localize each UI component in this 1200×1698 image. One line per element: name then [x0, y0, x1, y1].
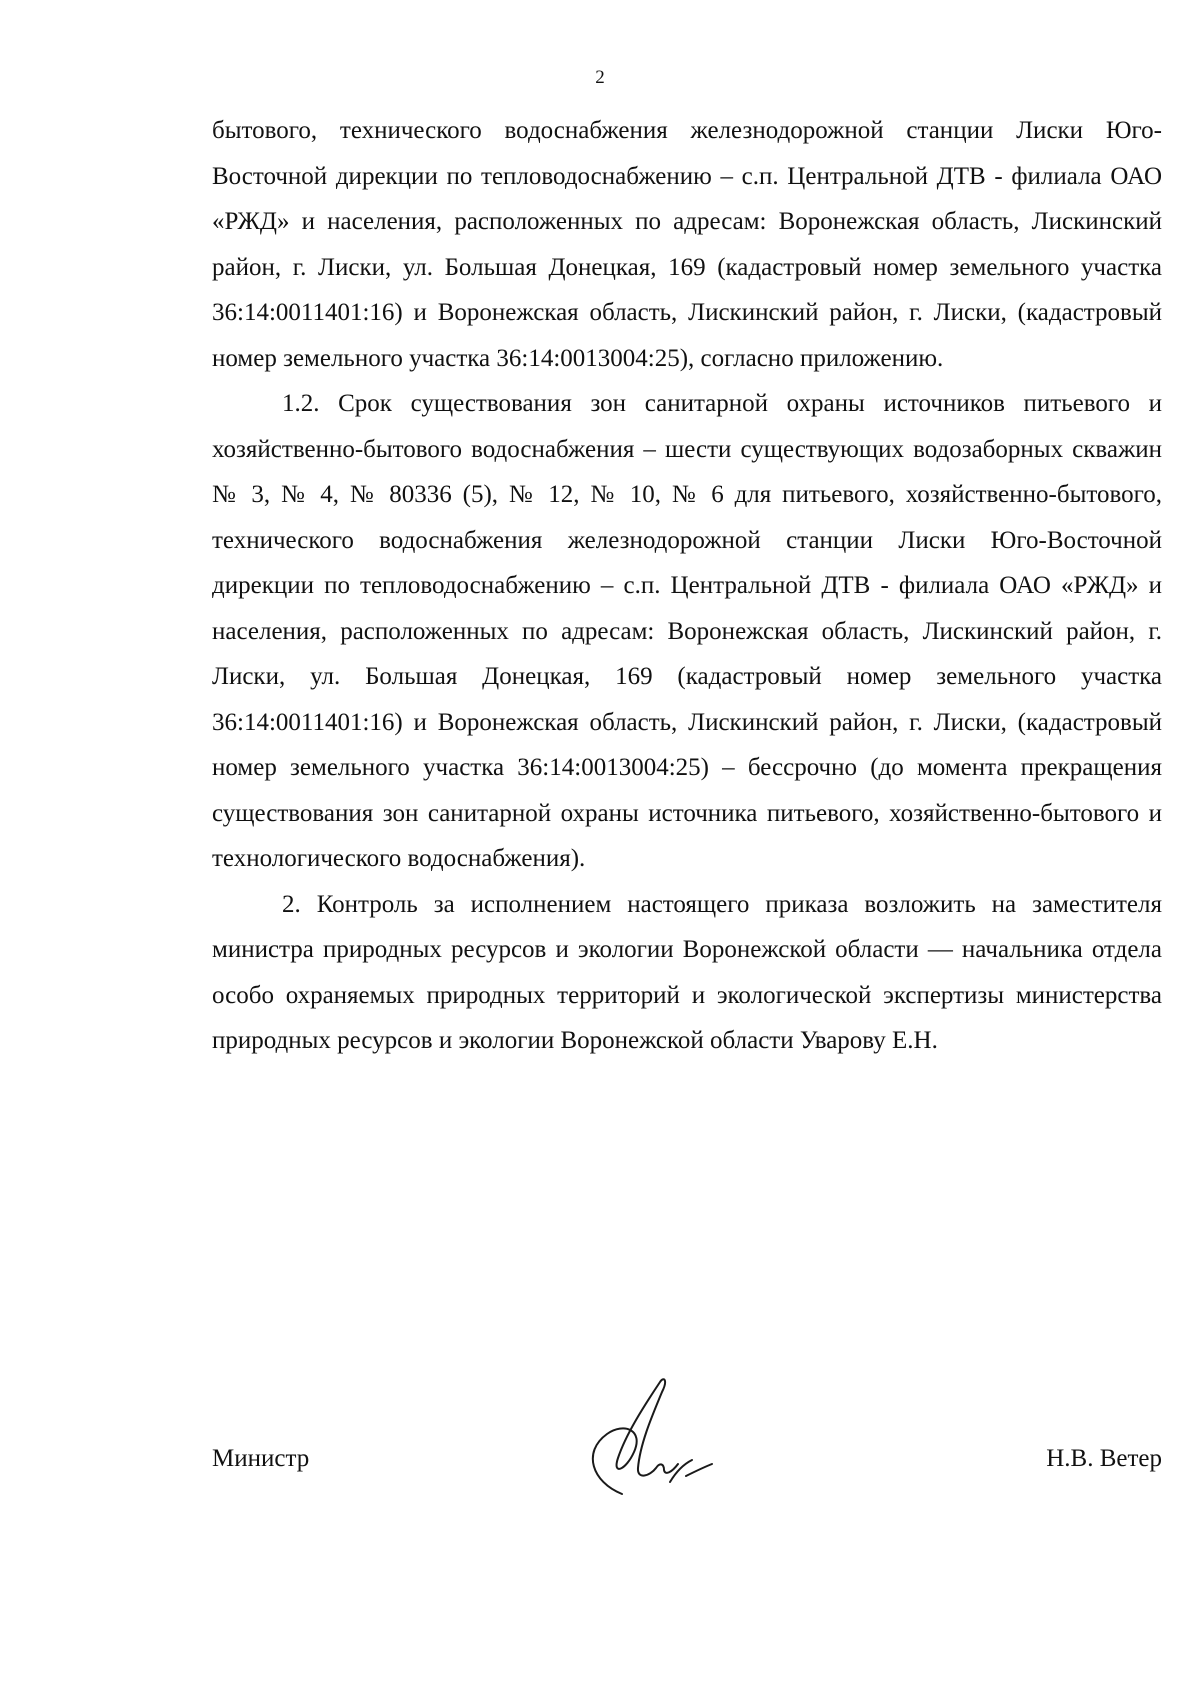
page-number: 2: [595, 67, 605, 88]
signer-title: Министр: [212, 1445, 310, 1472]
paragraph-continuation: бытового, технического водоснабжения железнодорожной станции Лиски Юго-Восточной дирекции по тепловодоснабжению – с.п. Центральной ДТВ - филиала ОАО «РЖД» и населения, расположенных по адресам: Воронежская область, Лискинский район, г. Лиски, ул. Большая Донецкая, 169 (кадастровый номер земельного участка 36:14:0011401:16) и Воронежская область, Лискинский район, г. Лиски, (кадастровый номер земельного участка 36:14:0013004:25), согласно приложению.: [212, 117, 1162, 372]
document-body: [212, 108, 1162, 1064]
signature-block: [212, 1432, 1162, 1522]
signer-name: Н.В. Ветер: [1046, 1445, 1162, 1472]
paragraph-2: 2. Контроль за исполнением настоящего приказа возложить на заместителя министра природных ресурсов и экологии Воронежской области — начальника отдела особо охраняемых природных территорий и экологической экспертизы министерства природных ресурсов и экологии Воронежской области Уварову Е.Н.: [212, 890, 1162, 1054]
paragraph-1-2: 1.2. Срок существования зон санитарной охраны источников питьевого и хозяйственно-бытового водоснабжения – шести существующих водозаборных скважин № 3, № 4, № 80336 (5), № 12, № 10, № 6 для питьевого, хозяйственно-бытового, технического водоснабжения железнодорожной станции Лиски Юго-Восточной дирекции по тепловодоснабжению – с.п. Центральной ДТВ - филиала ОАО «РЖД» и населения, расположенных по адресам: Воронежская область, Лискинский район, г. Лиски, ул. Большая Донецкая, 169 (кадастровый номер земельного участка 36:14:0011401:16) и Воронежская область, Лискинский район, г. Лиски, (кадастровый номер земельного участка 36:14:0013004:25) – бессрочно (до момента прекращения существования зон санитарной охраны источника питьевого, хозяйственно-бытового и технологического водоснабжения).: [212, 390, 1162, 872]
handwritten-signature: [552, 1372, 732, 1512]
